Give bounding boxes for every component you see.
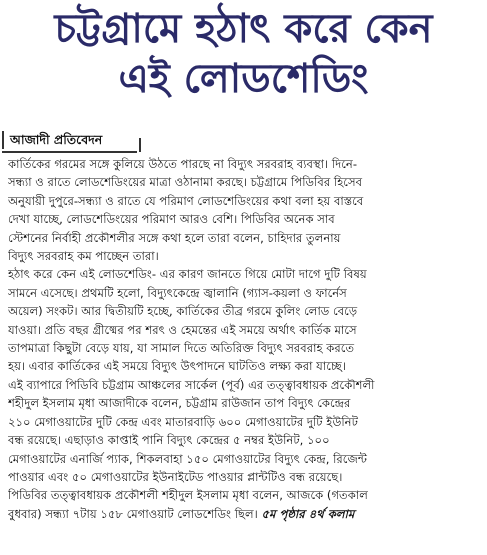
body-line: অয়েল) সংকট। আর দ্বিতীয়টি হচ্ছে, কার্তিকের তীব্র গরমে কুলিং লোড বেড়ে <box>8 304 358 319</box>
byline-rule-left <box>2 131 8 149</box>
body-line: হঠাৎ করে কেন এই লোডশেডিং- এর কারণ জানতে গিয়ে মোটা দাগে দুটি বিষয় <box>8 267 367 282</box>
continuation-jump: ৫ম পৃষ্ঠার ৪র্থ কলাম <box>261 506 355 521</box>
headline <box>0 4 487 104</box>
headline-line-2: এই লোডশেডিং <box>118 56 369 102</box>
body-line: হয়। এবার কার্তিকের এই সময়ে বিদ্যুৎ উৎপাদনে ঘাটতিও লক্ষ্য করা যাচ্ছে। <box>8 359 347 374</box>
body-line: শহীদুল ইসলাম মৃধা আজাদীকে বলেন, চট্টগ্রাম রাউজান তাপ বিদ্যুৎ কেন্দ্রের <box>8 396 351 411</box>
body-line: ২১০ মেগাওয়াটের দুটি কেন্দ্র এবং মাতারবাড়ি ৬০০ মেগাওয়াটের দুটি ইউনিট <box>8 414 358 429</box>
body-line: দেখা যাচ্ছে, লোডশেডিংয়ের পরিমাণ আরও বেশি। পিডিবির অনেক সাব <box>8 212 335 227</box>
byline-block <box>2 130 485 150</box>
byline-rule-right <box>135 138 141 152</box>
byline: আজাদী প্রতিবেদন <box>10 132 103 147</box>
body-line: সামনে এসেছে। প্রথমটি হলো, বিদ্যুৎকেন্দ্রে জ্বালানি (গ্যাস-কয়লা ও ফার্নেস <box>8 285 347 300</box>
body-line: মেগাওয়াটের এনার্জি প্যাক, শিকলবাহা ১৫০ মেগাওয়াটের বিদ্যুৎ কেন্দ্র, রিজেন্ট <box>8 451 367 466</box>
body-line: পাওয়ার এবং ৫০ মেগাওয়াটের ইউনাইটেড পাওয়ার প্লান্টটিও বন্ধ রয়েছে। <box>8 469 343 484</box>
byline-rule-bottom <box>2 151 137 153</box>
body-line: তাপমাত্রা কিছুটা বেড়ে যায়, যা সামাল দিতে অতিরিক্ত বিদ্যুৎ সরবরাহ করতে <box>8 341 355 356</box>
body-last-text: বুধবার) সন্ধ্যা ৭টায় ১৫৮ মেগাওয়াট লোডশেডিং ছিল। <box>8 506 258 521</box>
body-line: বন্ধ রয়েছে। এছাড়াও কাপ্তাই পানি বিদ্যুৎ কেন্দ্রের ৫ নম্বর ইউনিট, ১০০ <box>8 433 330 448</box>
body-last-line <box>8 505 482 523</box>
headline-line-1: চট্টগ্রামে হঠাৎ করে কেন <box>54 6 433 52</box>
body-line: স্টেশনের নির্বাহী প্রকৌশলীর সঙ্গে কথা হলে তারা বলেন, চাহিদার তুলনায় <box>8 230 341 245</box>
body-line: সন্ধ্যা ও রাতে লোডশেডিংয়ের মাত্রা ওঠানামা করছে। চট্টগ্রামে পিডিবির হিসেব <box>8 175 363 190</box>
body-line: যাওয়া। প্রতি বছর গ্রীষ্মের পর শরৎ ও হেমন্তের এই সময়ে অর্থাৎ কার্তিক মাসে <box>8 322 357 337</box>
body-line: অনুযায়ী দুপুরে-সন্ধ্যা ও রাতে যে পরিমাণ লোডশেডিংয়ের কথা বলা হয় বাস্তবে <box>8 193 364 208</box>
body-line: পিডিবির তত্ত্বাবধায়ক প্রকৌশলী শহীদুল ইসলাম মৃধা বলেন, আজকে (গতকাল <box>8 488 368 503</box>
body-line: বিদ্যুৎ সরবরাহ কম পাচ্ছেন তারা। <box>8 249 159 264</box>
body-line: কার্তিকের গরমের সঙ্গে কুলিয়ে উঠতে পারছে না বিদ্যুৎ সরবরাহ ব্যবস্থা। দিনে- <box>8 157 358 171</box>
body-line: এই ব্যাপারে পিডিবি চট্টগ্রাম আঞ্চলের সার্কেল (পূর্ব) এর তত্ত্বাবধায়ক প্রকৌশলী <box>8 377 375 392</box>
article-body <box>8 155 482 523</box>
